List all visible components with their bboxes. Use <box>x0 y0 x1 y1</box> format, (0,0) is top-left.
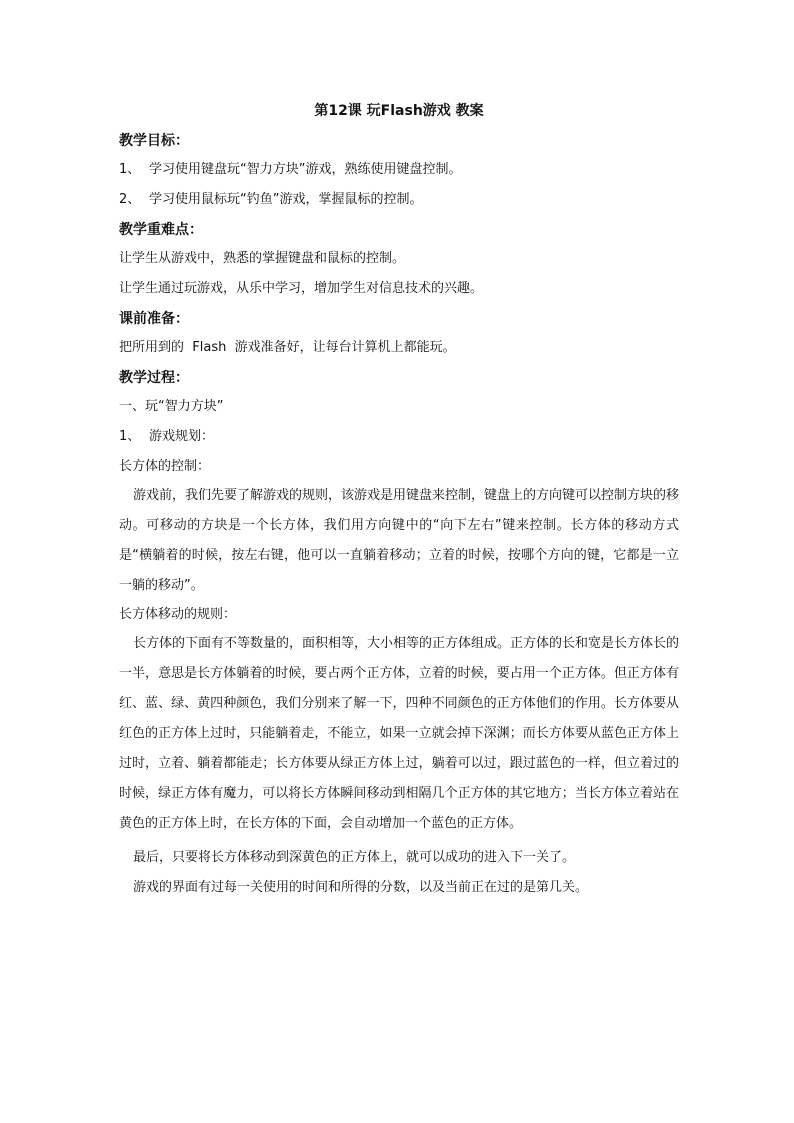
objective-item-2 <box>119 190 679 210</box>
objective-text: 学习使用鼠标玩“钓鱼”游戏，掌握鼠标的控制。 <box>149 192 423 207</box>
interface-paragraph: 游戏的界面有过每一关使用的时间和所得的分数，以及当前正在过的是第几关。 <box>133 880 589 895</box>
objectives-heading: 教学目标： <box>119 133 189 149</box>
sub-item-number: 1、 <box>119 429 141 444</box>
final-paragraph: 最后，只要将长方体移动到深黄色的正方体上，就可以成功的进入下一关了。 <box>133 850 576 865</box>
key-point-line-2: 让学生通过玩游戏，从乐中学习，增加学生对信息技术的兴趣。 <box>119 281 484 296</box>
objective-text: 学习使用键盘玩“智力方块”游戏，熟练使用键盘控制。 <box>149 162 462 177</box>
control-heading: 长方体的控制： <box>119 459 211 474</box>
key-points-heading: 教学重难点： <box>119 222 203 238</box>
control-paragraph: 游戏前，我们先要了解游戏的规则，该游戏是用键盘来控制，键盘上的方向键可以控制方块的移动。可移动的方块是一个长方体，我们用方向键中的“向下左右”键来控制。长方体的移动方式是“横躺着的时候，按左右键，他可以一直躺着移动；立着的时候，按哪个方向的键，它都是一立一躺的移动”。 <box>119 488 680 593</box>
preparation-heading: 课前准备： <box>119 311 189 327</box>
objective-number: 1、 <box>119 162 141 177</box>
document-body <box>119 101 679 903</box>
rules-paragraph: 长方体的下面有不等数量的，面积相等，大小相等的正方体组成。正方体的长和宽是长方体长的一半，意思是长方体躺着的时候，要占两个正方体，立着的时候，要占用一个正方体。但正方体有红、蓝、绿、黄四种颜色，我们分别来了解一下，四种不同颜色的正方体他们的作用。长方体要从红色的正方体上过时，只能躺着走，不能立，如果一立就会掉下深渊；而长方体要从蓝色正方体上过时，立着、躺着都能走；长方体要从绿正方体上过，躺着可以过，跟过蓝色的一样，但立着过的时候，绿正方体有魔力，可以将长方体瞬间移动到相隔几个正方体的其它地方；当长方体立着站在黄色的正方体上时，在长方体的下面，会自动增加一个蓝色的正方体。 <box>119 636 680 831</box>
preparation-text: 把所用到的 Flash 游戏准备好，让每台计算机上都能玩。 <box>119 340 456 355</box>
key-point-line-1: 让学生从游戏中，熟悉的掌握键盘和鼠标的控制。 <box>119 251 406 266</box>
objective-item-1 <box>119 160 679 180</box>
sub-item-1 <box>119 427 679 447</box>
section-one-title: 一、玩“智力方块” <box>119 399 224 414</box>
page-title: 第12课 玩Flash游戏 教案 <box>314 103 484 119</box>
objective-number: 2、 <box>119 192 141 207</box>
sub-item-text: 游戏规划： <box>149 429 215 444</box>
rules-heading: 长方体移动的规则： <box>119 607 237 622</box>
process-heading: 教学过程： <box>119 370 189 386</box>
